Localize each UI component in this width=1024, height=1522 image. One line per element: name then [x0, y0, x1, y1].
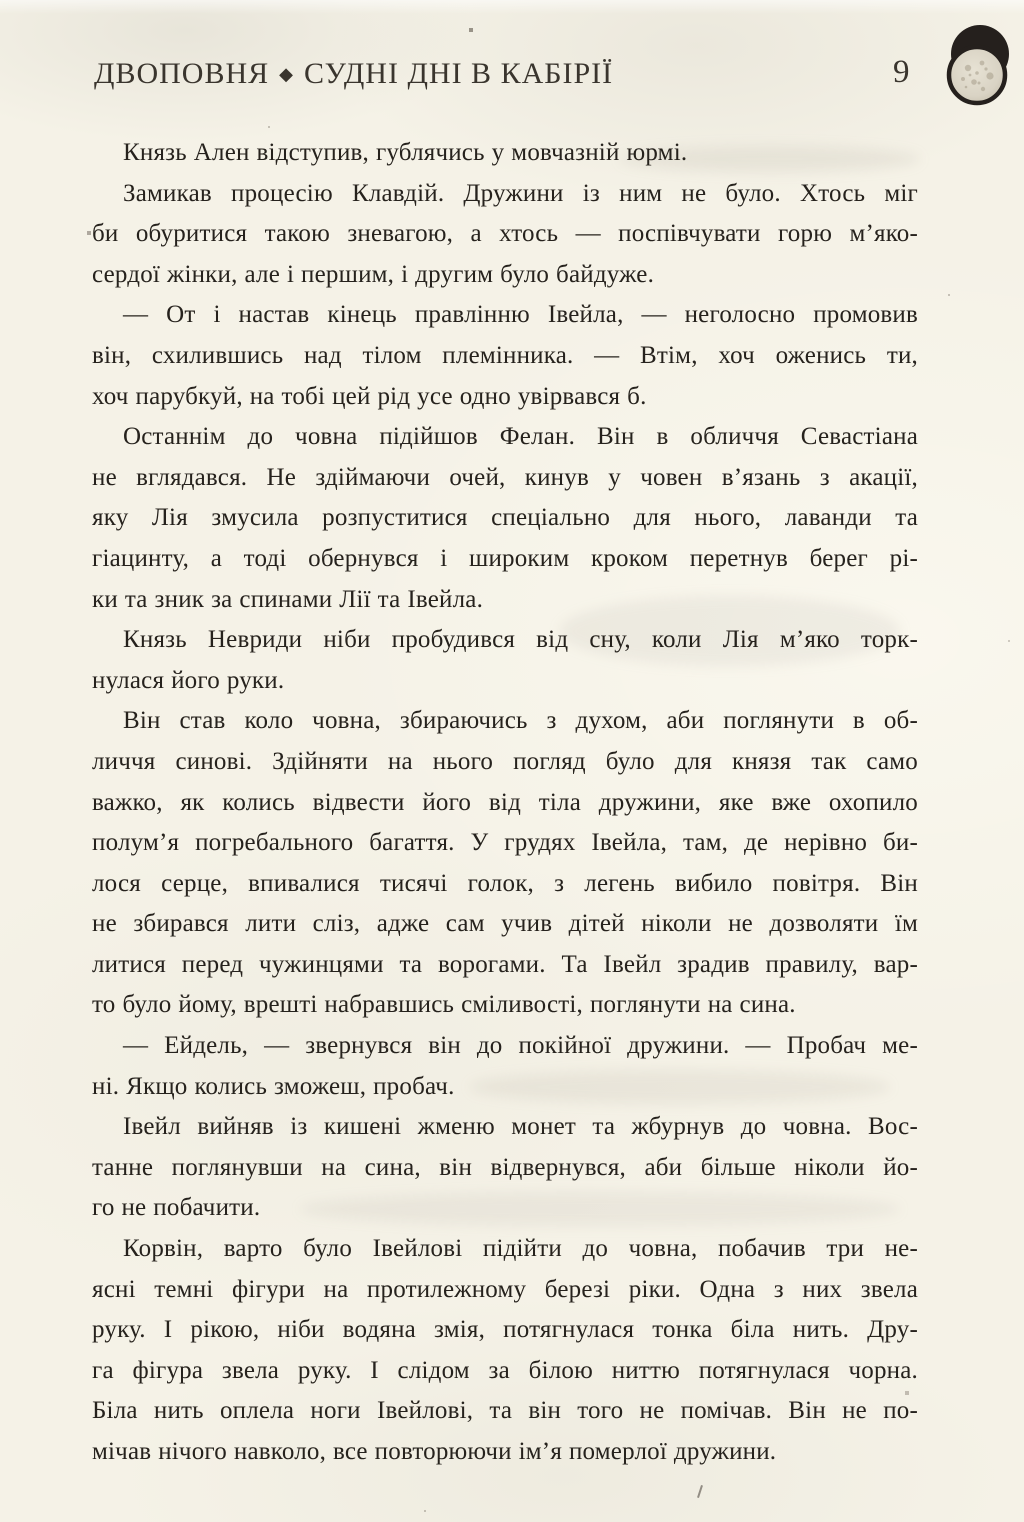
text-line: ні. Якщо колись зможеш, пробач.: [92, 1072, 455, 1100]
text-line: го не побачити.: [92, 1194, 261, 1222]
text-line: Корвін, варто було Івейлові підійти до човна, побачив три не-: [123, 1235, 918, 1263]
text-line: ясні темні фігури на протилежному березі ріки. Одна з них звела: [92, 1275, 918, 1303]
text-line: гіацинту, а тоді обернувся і широким кроком перетнув берег рі-: [92, 544, 918, 572]
paragraph: [92, 620, 918, 701]
text-line: Останнім до човна підійшов Фелан. Він в обличчя Севастіана: [123, 423, 918, 451]
paragraph: [92, 417, 918, 620]
book-title: ДВОПОВНЯ: [94, 57, 270, 90]
scan-speckles: [0, 0, 2, 2]
page-number: 9: [893, 54, 910, 90]
text-line: Князь Ален відступив, гублячись у мовчазній юрмі.: [123, 139, 688, 166]
running-header: [94, 56, 613, 92]
text-line: він, схилившись над тілом племінника. — Втім, хоч оженись ти,: [92, 341, 918, 369]
text-line: Івейл вийняв із кишені жменю монет та жбурнув до човна. Вос-: [123, 1113, 918, 1141]
text-line: танне поглянувши на сина, він відвернувся, аби більше ніколи йо-: [92, 1153, 918, 1181]
diamond-separator-icon: ◆: [279, 64, 294, 84]
paragraph: [92, 295, 918, 417]
paragraph: [92, 133, 918, 174]
text-line: ки та зник за спинами Лії та Івейла.: [92, 585, 484, 613]
text-line: нулася його руки.: [92, 666, 285, 694]
text-line: не вглядався. Не здіймаючи очей, кинув у човен в’язань з акації,: [92, 463, 918, 491]
text-line: не збирався лити сліз, адже сам учив дітей ніколи не дозволяти їм: [92, 910, 918, 938]
text-line: яку Лія змусила розпуститися спеціально для нього, лаванди та: [92, 504, 918, 532]
text-line: — Ейдель, — звернувся він до покійної дружини. — Пробач ме-: [123, 1032, 918, 1060]
text-line: мічав нічого навколо, все повторюючи ім’я померлої дружини.: [92, 1438, 777, 1465]
text-line: хоч парубкуй, на тобі цей рід усе одно увірвався б.: [92, 382, 647, 410]
text-line: то було йому, врешті набравшись сміливості, поглянути на сина.: [92, 991, 796, 1019]
paragraph: [92, 1026, 918, 1107]
text-line: личчя синові. Здійняти на нього погляд було для князя так само: [92, 747, 918, 775]
text-line: важко, як колись відвести його від тіла дружини, яке вже охопило: [92, 788, 918, 816]
text-line: литися перед чужинцями та ворогами. Та Івейл зрадив правилу, вар-: [92, 950, 918, 978]
paragraph: [92, 701, 918, 1026]
text-line: лося серце, впивалися тисячі голок, з легень вибило повітря. Він: [92, 869, 918, 897]
text-line: полум’я погребального багаття. У грудях Івейла, там, де нерівно би-: [92, 829, 918, 857]
text-line: га фігура звела руку. І слідом за білою ниттю потягнулася чорна.: [92, 1356, 918, 1384]
pen-mark: [697, 1485, 703, 1498]
double-moon-icon: [946, 24, 1014, 108]
chapter-title: СУДНІ ДНІ В КАБІРІЇ: [304, 57, 614, 90]
body-text: [92, 133, 918, 1473]
text-line: сердої жінки, але і першим, і другим було байдуже.: [92, 260, 655, 288]
text-line: Замикав процесію Клавдій. Дружини із ним не було. Хтось міг: [123, 179, 918, 207]
text-line: Князь Невриди ніби пробудився від сну, коли Лія м’яко торк-: [123, 626, 918, 654]
paragraph: [92, 1229, 918, 1473]
paragraph: [92, 174, 918, 296]
text-line: руку. І рікою, ніби водяна змія, потягнулася тонка біла нить. Дру-: [92, 1316, 918, 1344]
text-line: би обуритися такою зневагою, а хтось — поспівчувати горю м’яко-: [92, 220, 918, 248]
text-line: — От і настав кінець правлінню Івейла, — неголосно промовив: [123, 301, 918, 329]
text-line: Він став коло човна, збираючись з духом, аби поглянути в об-: [123, 707, 918, 735]
paragraph: [92, 1107, 918, 1229]
text-line: Біла нить оплела ноги Івейлові, та він того не помічав. Він не по-: [92, 1397, 918, 1425]
